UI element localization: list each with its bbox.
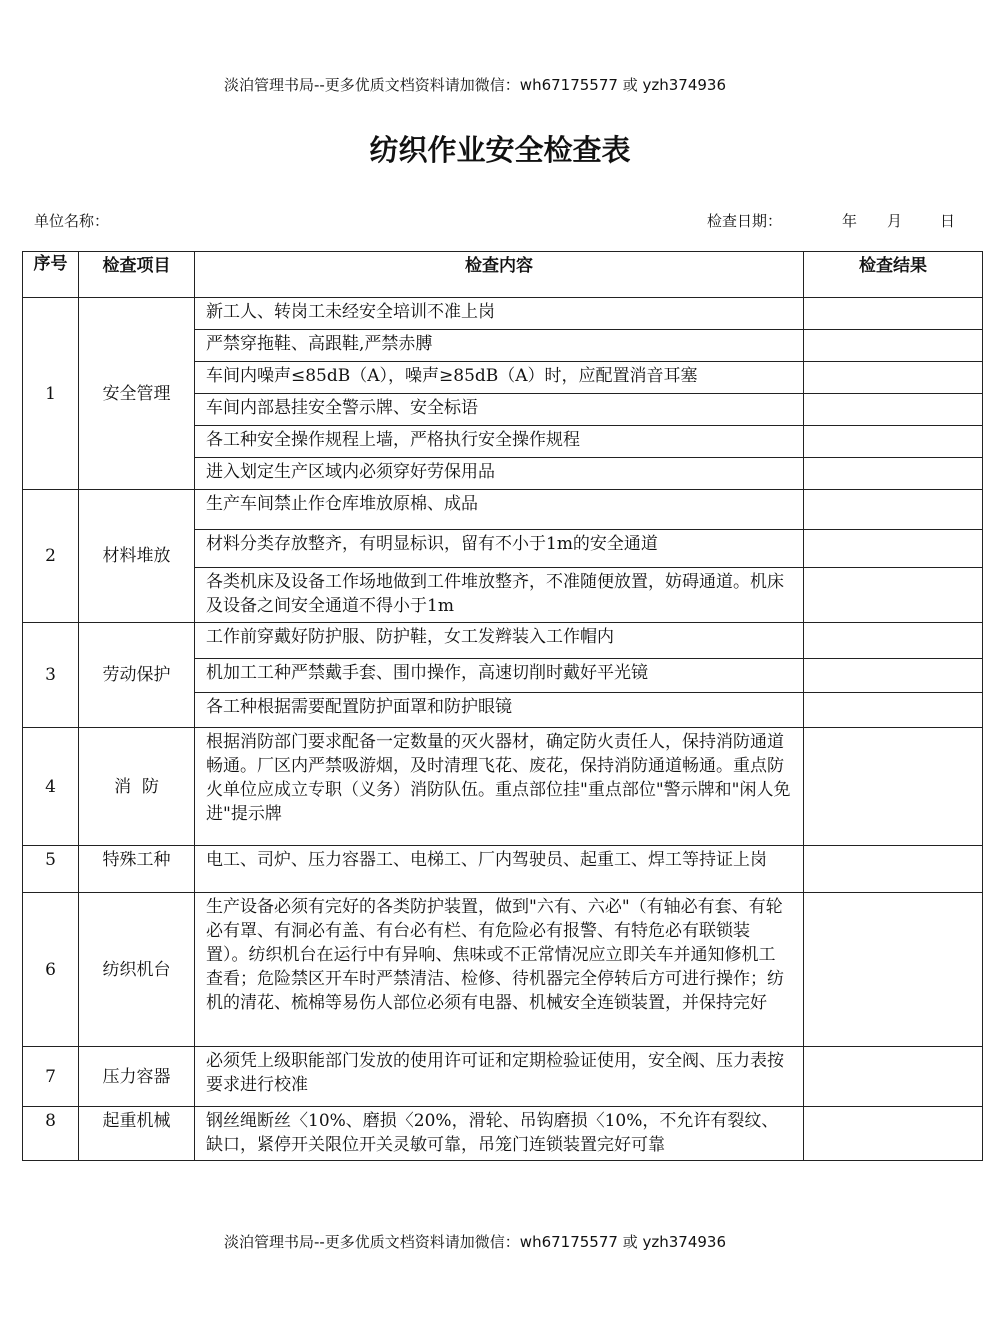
group-no: 1 [23, 298, 79, 490]
check-content: 生产车间禁止作仓库堆放原棉、成品 [195, 490, 804, 530]
group-item: 材料堆放 [79, 490, 195, 623]
header-content: 检查内容 [195, 252, 804, 298]
table-row [23, 1047, 983, 1107]
date-year-label: 年 [842, 212, 858, 230]
check-result-cell[interactable] [804, 693, 983, 728]
check-content: 电工、司炉、压力容器工、电梯工、厂内驾驶员、起重工、焊工等持证上岗 [195, 846, 804, 893]
group-no: 7 [23, 1047, 79, 1107]
group-no: 6 [23, 893, 79, 1047]
check-content: 新工人、转岗工未经安全培训不准上岗 [195, 298, 804, 330]
check-content: 机加工工种严禁戴手套、围巾操作，高速切削时戴好平光镜 [195, 659, 804, 693]
check-result-cell[interactable] [804, 1107, 983, 1161]
table-row [23, 490, 983, 530]
header-no: 序号 [23, 252, 79, 298]
group-item: 特殊工种 [79, 846, 195, 893]
header-note: 淡泊管理书局--更多优质文档资料请加微信：wh67175577 或 yzh374936 [223, 76, 726, 94]
check-result-cell[interactable] [804, 298, 983, 330]
check-content: 生产设备必须有完好的各类防护装置，做到"六有、六必"（有轴必有套、有轮必有罩、有洞必有盖、有台必有栏、有危险必有报警、有特危必有联锁装置）。纺织机台在运行中有异响、焦味或不正常情况应立即关车并通知修机工查看；危险禁区开车时严禁清洁、检修、待机器完全停转后方可进行操作；纺机的清花、梳棉等易伤人部位必须有电器、机械安全连锁装置，并保持完好 [195, 893, 804, 1047]
check-content: 各工种根据需要配置防护面罩和防护眼镜 [195, 693, 804, 728]
check-result-cell[interactable] [804, 568, 983, 623]
table-row [23, 893, 983, 1047]
table-row [23, 1107, 983, 1161]
group-no: 2 [23, 490, 79, 623]
unit-name-label: 单位名称： [34, 212, 110, 230]
check-content: 工作前穿戴好防护服、防护鞋，女工发辫装入工作帽内 [195, 623, 804, 659]
check-result-cell[interactable] [804, 458, 983, 490]
check-content: 进入划定生产区域内必须穿好劳保用品 [195, 458, 804, 490]
check-result-cell[interactable] [804, 394, 983, 426]
check-result-cell[interactable] [804, 426, 983, 458]
check-content: 材料分类存放整齐，有明显标识，留有不小于1m的安全通道 [195, 530, 804, 568]
check-date-label: 检查日期： [707, 212, 783, 230]
header-result: 检查结果 [804, 252, 983, 298]
group-no: 5 [23, 846, 79, 893]
table-row [23, 298, 983, 330]
page-title: 纺织作业安全检查表 [369, 133, 631, 167]
group-item: 起重机械 [79, 1107, 195, 1161]
check-content: 钢丝绳断丝〈10%、磨损〈20%，滑轮、吊钩磨损〈10%，不允许有裂纹、缺口，紧停开关限位开关灵敏可靠，吊笼门连锁装置完好可靠 [195, 1107, 804, 1161]
check-result-cell[interactable] [804, 362, 983, 394]
check-content: 必须凭上级职能部门发放的使用许可证和定期检验证使用，安全阀、压力表按要求进行校准 [195, 1047, 804, 1107]
group-no: 8 [23, 1107, 79, 1161]
table-row [23, 623, 983, 659]
group-item: 压力容器 [79, 1047, 195, 1107]
check-content: 各工种安全操作规程上墙，严格执行安全操作规程 [195, 426, 804, 458]
check-content: 各类机床及设备工作场地做到工件堆放整齐，不准随便放置，妨碍通道。机床及设备之间安全通道不得小于1m [195, 568, 804, 623]
group-item: 消 防 [79, 728, 195, 846]
check-result-cell[interactable] [804, 623, 983, 659]
table-header-row [23, 252, 983, 298]
group-item: 劳动保护 [79, 623, 195, 728]
footer-note: 淡泊管理书局--更多优质文档资料请加微信：wh67175577 或 yzh374936 [223, 1233, 726, 1251]
group-no: 3 [23, 623, 79, 728]
header-item: 检查项目 [79, 252, 195, 298]
table-row [23, 728, 983, 846]
table-row [23, 846, 983, 893]
date-month-label: 月 [887, 212, 903, 230]
check-result-cell[interactable] [804, 659, 983, 693]
check-content: 根据消防部门要求配备一定数量的灭火器材，确定防火责任人，保持消防通道畅通。厂区内严禁吸游烟，及时清理飞花、废花，保持消防通道畅通。重点防火单位应成立专职（义务）消防队伍。重点部位挂"重点部位"警示牌和"闲人免进"提示牌 [195, 728, 804, 846]
check-result-cell[interactable] [804, 1047, 983, 1107]
group-no: 4 [23, 728, 79, 846]
check-result-cell[interactable] [804, 330, 983, 362]
check-content: 严禁穿拖鞋、高跟鞋,严禁赤膊 [195, 330, 804, 362]
check-content: 车间内噪声≤85dB（A），噪声≥85dB（A）时，应配置消音耳塞 [195, 362, 804, 394]
check-result-cell[interactable] [804, 893, 983, 1047]
check-result-cell[interactable] [804, 490, 983, 530]
check-result-cell[interactable] [804, 728, 983, 846]
group-item: 安全管理 [79, 298, 195, 490]
check-content: 车间内部悬挂安全警示牌、安全标语 [195, 394, 804, 426]
check-result-cell[interactable] [804, 846, 983, 893]
group-item: 纺织机台 [79, 893, 195, 1047]
check-result-cell[interactable] [804, 530, 983, 568]
inspection-table [22, 251, 983, 1161]
date-day-label: 日 [940, 212, 956, 230]
